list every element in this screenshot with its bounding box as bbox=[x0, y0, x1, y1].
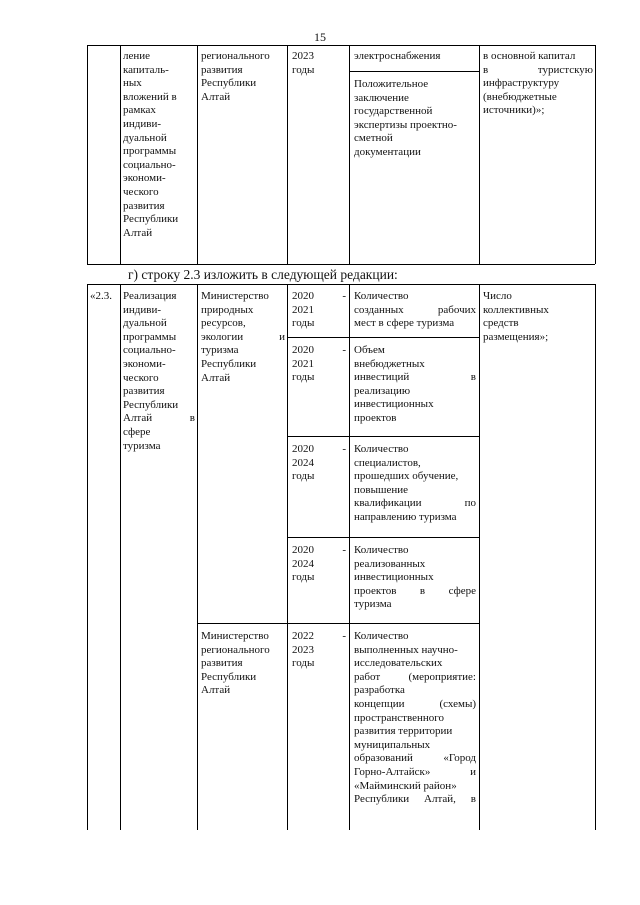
period-2: 2020 - 2021 годы bbox=[292, 344, 346, 384]
result-indicator: Число коллективных средств размещения»; bbox=[483, 290, 549, 343]
indicator-4: Количество реализованных инвестиционных проектов в сфере туризма bbox=[354, 544, 476, 611]
period-1: 2020 - 2021 годы bbox=[292, 290, 346, 330]
period-5: 2022 - 2023 годы bbox=[292, 630, 346, 670]
top-col2-text: ление капиталь- ных вложений в рамках индиви- дуальной программы социально- экономи- ческого развития Республики Алтай bbox=[123, 50, 179, 239]
ministry-nature: Министерство природных ресурсов, экологии и туризма Республики Алтай bbox=[201, 290, 285, 384]
period-3: 2020 - 2024 годы bbox=[292, 443, 346, 483]
amendment-instruction: г) строку 2.3 изложить в следующей редакции: bbox=[128, 267, 398, 282]
indicator-1: Количество созданных рабочих мест в сфере туризма bbox=[354, 290, 476, 330]
indicator-5: Количество выполненных научно- исследовательских работ (мероприятие: разработка концепции (схемы) пространственного развития территории муниципальных образований «Город Горно-Алтайск» и «Майминский район» Республики Алтай, в bbox=[354, 630, 476, 806]
top-col3-text: регионального развития Республики Алтай bbox=[201, 50, 270, 103]
indicator-3: Количество специалистов, прошедших обучение, повышение квалификации по направлению туризма bbox=[354, 443, 476, 523]
indicator-2: Объем внебюджетных инвестиций в реализацию инвестиционных проектов bbox=[354, 344, 476, 424]
top-col4-text: 2023 годы bbox=[292, 50, 315, 76]
top-col5b-text: Положительное заключение государственной экспертизы проектно- сметной документации bbox=[354, 78, 457, 158]
period-4: 2020 - 2024 годы bbox=[292, 544, 346, 584]
top-col5a-text: электроснабжения bbox=[354, 50, 441, 62]
row-number: «2.3. bbox=[90, 290, 112, 302]
page-number: 15 bbox=[314, 30, 326, 44]
ministry-regional: Министерство регионального развития Республики Алтай bbox=[201, 630, 270, 697]
top-col6-text: в основной капитал в туристскую инфраструктуру (внебюджетные источники)»; bbox=[483, 50, 593, 117]
measure-name: Реализация индиви- дуальной программы социально- экономи- ческого развития Республики Алтай в сфере туризма bbox=[123, 290, 195, 452]
